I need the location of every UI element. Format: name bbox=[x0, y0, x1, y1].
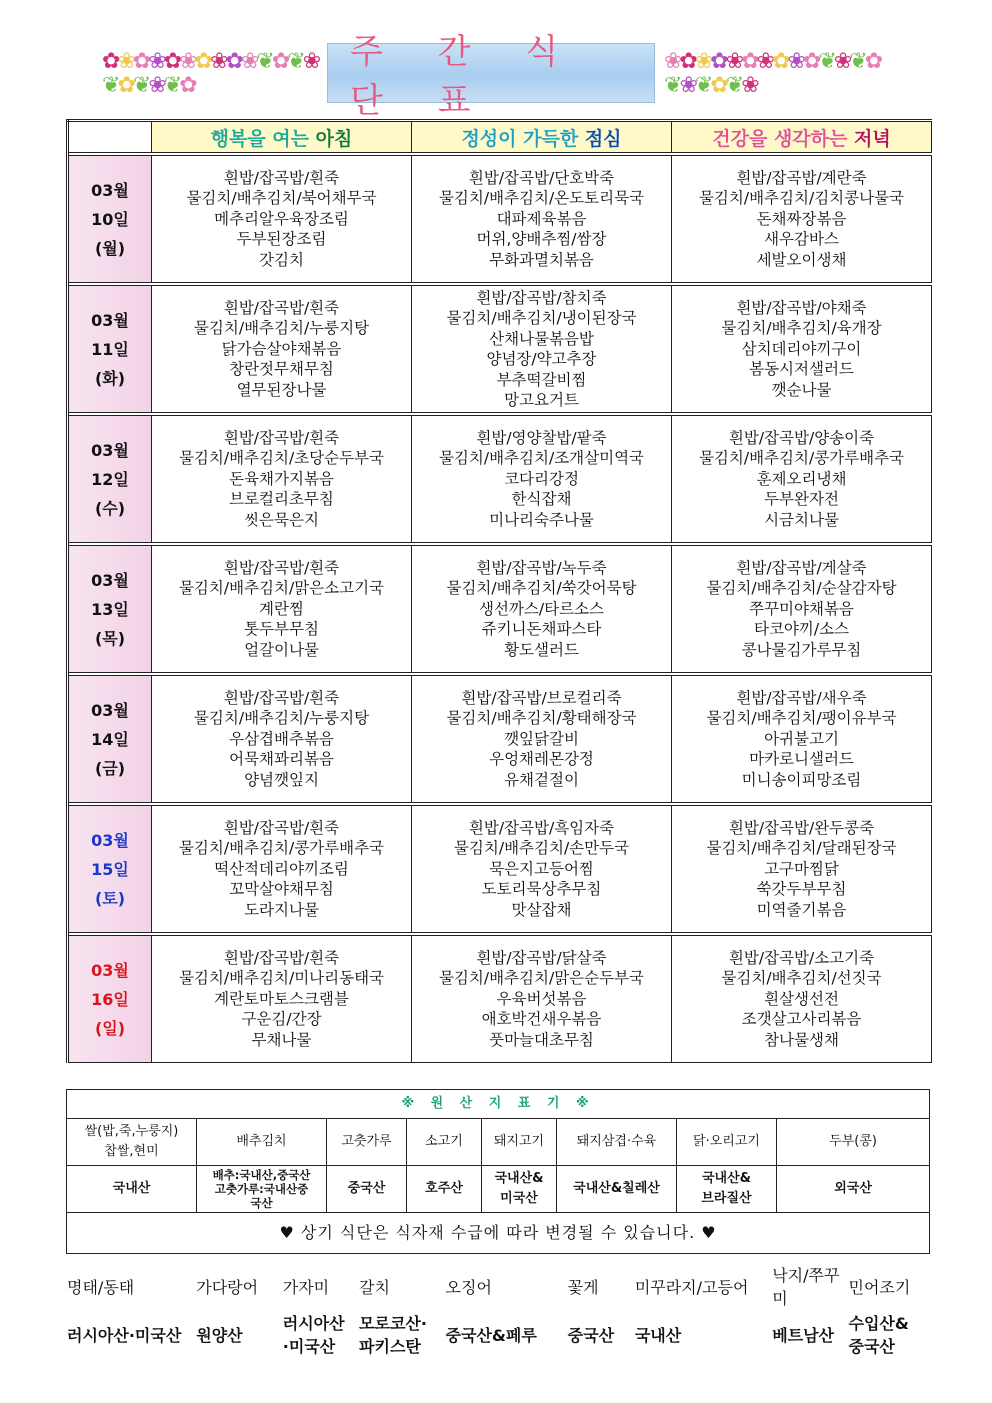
menu-item: 계란토마토스크램블 bbox=[214, 989, 349, 1008]
menu-item: 조갯살고사리볶음 bbox=[741, 1010, 862, 1029]
lunch-cell bbox=[412, 156, 672, 283]
origin-value: 원양산 bbox=[196, 1325, 243, 1345]
breakfast-cell bbox=[152, 676, 412, 803]
menu-item: 황도샐러드 bbox=[504, 640, 579, 659]
menu-item: 우엉채레몬강정 bbox=[489, 750, 594, 769]
origin-value: 러시아산 ·미국산 bbox=[282, 1314, 345, 1356]
menu-item: 물김치/배추김치/초당순두부국 bbox=[178, 449, 385, 468]
menu-item: 흰밥/잡곡밥/계란죽 bbox=[736, 168, 867, 187]
menu-item: 메추리알우육장조림 bbox=[214, 209, 349, 228]
dinner-cell bbox=[672, 416, 932, 543]
menu-item: 콩나물김가루무침 bbox=[741, 640, 862, 659]
menu-item: 코다리강정 bbox=[504, 469, 579, 488]
date-weekday: (월) bbox=[94, 238, 126, 258]
date-weekday: (금) bbox=[94, 758, 126, 778]
menu-item: 애호박건새우볶음 bbox=[481, 1010, 602, 1029]
menu-item: 물김치/배추김치/선짓국 bbox=[721, 969, 882, 988]
menu-item: 물김치/배추김치/온도토리묵국 bbox=[438, 189, 645, 208]
menu-item: 창란젓무채무침 bbox=[229, 360, 334, 379]
menu-item: 꼬막살야채무침 bbox=[229, 880, 334, 899]
dinner-cell bbox=[672, 936, 932, 1063]
menu-item: 쥬키니돈채파스타 bbox=[481, 620, 602, 639]
menu-item: 흰밥/잡곡밥/소고기죽 bbox=[728, 948, 875, 967]
origin-item: 돼지삼겹·수육 bbox=[557, 1119, 677, 1166]
menu-item: 타코야끼/소스 bbox=[753, 620, 850, 639]
origin-value: 국내산& 브라질산 bbox=[677, 1166, 777, 1213]
menu-item: 브로컬리초무침 bbox=[229, 490, 334, 509]
dinner-cell bbox=[672, 546, 932, 673]
menu-item: 물김치/배추김치/콩가루배추국 bbox=[698, 449, 905, 468]
origin-item: 꽃게 bbox=[567, 1277, 599, 1297]
menu-item: 구운김/간장 bbox=[241, 1010, 322, 1029]
menu-item: 도라지나물 bbox=[244, 900, 319, 919]
menu-day-row bbox=[68, 936, 932, 1063]
lunch-cell bbox=[412, 806, 672, 933]
menu-item: 흰밥/잡곡밥/새우죽 bbox=[736, 688, 867, 707]
menu-item: 우육버섯볶음 bbox=[496, 989, 587, 1008]
menu-item: 물김치/배추김치/냉이된장국 bbox=[446, 309, 637, 327]
menu-item: 어묵채꽈리볶음 bbox=[229, 750, 334, 769]
origin-item: 민어조기 bbox=[848, 1277, 911, 1297]
date-month: 03월 bbox=[91, 440, 129, 460]
menu-item: 아귀불고기 bbox=[764, 729, 839, 748]
dinner-cell bbox=[672, 156, 932, 283]
lunch-cell bbox=[412, 416, 672, 543]
menu-item: 고구마찜닭 bbox=[764, 859, 839, 878]
origin-item: 가다랑어 bbox=[196, 1277, 259, 1297]
origin-value: 러시아산·미국산 bbox=[67, 1325, 182, 1345]
origin-value: 국내산 bbox=[67, 1166, 197, 1213]
menu-item: 물김치/배추김치/달래된장국 bbox=[706, 839, 897, 858]
origin-value: 수입산& 중국산 bbox=[848, 1314, 909, 1356]
origin-item: 낙지/쭈꾸미 bbox=[772, 1266, 840, 1308]
origin-value: 국내산&칠레산 bbox=[557, 1166, 677, 1213]
menu-item: 물김치/배추김치/순살감자탕 bbox=[706, 579, 897, 598]
menu-item: 미나리숙주나물 bbox=[489, 510, 594, 529]
breakfast-cell bbox=[152, 416, 412, 543]
menu-item: 산채나물볶음밥 bbox=[489, 329, 594, 348]
menu-item: 미니송이피망조림 bbox=[741, 770, 862, 789]
date-weekday: (화) bbox=[94, 368, 126, 388]
menu-item: 세발오이생채 bbox=[756, 250, 847, 269]
menu-day-row bbox=[68, 156, 932, 283]
menu-item: 쭈꾸미야채볶음 bbox=[749, 599, 854, 618]
menu-item: 대파제육볶음 bbox=[496, 209, 587, 228]
origin-value-row bbox=[67, 1166, 930, 1213]
menu-item: 무화과멸치볶음 bbox=[489, 250, 594, 269]
menu-item: 물김치/배추김치/콩가루배추국 bbox=[178, 839, 385, 858]
origin-item: 가자미 bbox=[282, 1277, 330, 1297]
menu-item: 두부된장조림 bbox=[236, 230, 327, 249]
breakfast-cell bbox=[152, 286, 412, 413]
dinner-cell bbox=[672, 286, 932, 413]
origin-table-seafood bbox=[66, 1262, 929, 1358]
origin-value: 배추:국내산,중국산 고춧가루:국내산중 국산 bbox=[197, 1166, 327, 1213]
menu-item: 훈제오리냉채 bbox=[756, 469, 847, 488]
menu-item: 물김치/배추김치/누룽지탕 bbox=[193, 709, 370, 728]
menu-day-row bbox=[68, 546, 932, 673]
menu-day-row bbox=[68, 676, 932, 803]
dinner-cell bbox=[672, 806, 932, 933]
origin-item: 오징어 bbox=[445, 1277, 492, 1297]
menu-item: 물김치/배추김치/누룽지탕 bbox=[193, 319, 370, 338]
origin-value: 국내산 bbox=[634, 1325, 682, 1345]
date-month: 03월 bbox=[91, 310, 129, 330]
menu-item: 쑥갓두부무침 bbox=[756, 880, 847, 899]
menu-item: 물김치/배추김치/미나리동태국 bbox=[178, 969, 385, 988]
date-cell bbox=[68, 416, 152, 543]
menu-item: 깻순나물 bbox=[771, 380, 832, 399]
menu-item: 흰밥/잡곡밥/흰죽 bbox=[223, 948, 340, 967]
menu-item: 봄동시저샐러드 bbox=[749, 360, 854, 379]
menu-item: 흰밥/잡곡밥/완두콩죽 bbox=[728, 818, 875, 837]
menu-day-row bbox=[68, 286, 932, 413]
menu-item: 흰밥/잡곡밥/브로컬리죽 bbox=[461, 688, 622, 707]
origin-item: 명태/동태 bbox=[67, 1277, 135, 1297]
menu-item: 미역줄기볶음 bbox=[756, 900, 847, 919]
title-area bbox=[0, 0, 992, 121]
menu-item: 물김치/배추김치/손만두국 bbox=[453, 839, 630, 858]
date-day: 14일 bbox=[91, 729, 129, 749]
menu-item: 물김치/배추김치/조개살미역국 bbox=[438, 449, 645, 468]
date-month: 03월 bbox=[91, 180, 129, 200]
menu-item: 흰밥/잡곡밥/단호박죽 bbox=[468, 168, 615, 187]
menu-item: 새우감바스 bbox=[764, 230, 839, 249]
origin-item: 쌀(밥,죽,누룽지) 찹쌀,현미 bbox=[67, 1119, 197, 1166]
menu-item: 흰밥/영양찰밥/팥죽 bbox=[476, 428, 607, 447]
menu-item: 돈채짜장볶음 bbox=[756, 209, 847, 228]
origin-title: ※ 원 산 지 표 기 ※ bbox=[67, 1090, 930, 1119]
menu-item: 흰밥/잡곡밥/흰죽 bbox=[223, 298, 340, 317]
breakfast-cell bbox=[152, 936, 412, 1063]
menu-item: 양념장/약고추장 bbox=[486, 350, 597, 368]
origin-value: 외국산 bbox=[777, 1166, 930, 1213]
page-title-box bbox=[327, 32, 655, 121]
menu-item: 묵은지고등어찜 bbox=[489, 859, 594, 878]
menu-item: 물김치/배추김치/맑은순두부국 bbox=[438, 969, 645, 988]
menu-item: 떡산적데리야끼조림 bbox=[214, 859, 349, 878]
origin-value: 중국산 bbox=[567, 1325, 615, 1345]
menu-item: 흰밥/잡곡밥/흰죽 bbox=[223, 688, 340, 707]
menu-item: 흰밥/잡곡밥/양송이죽 bbox=[728, 428, 875, 447]
menu-item: 맛살잡채 bbox=[511, 900, 572, 919]
menu-item: 우삼겹배추볶음 bbox=[229, 729, 334, 748]
menu-item: 흰살생선전 bbox=[764, 989, 839, 1008]
menu-item: 흰밥/잡곡밥/참치죽 bbox=[476, 288, 607, 307]
origin-value: 중국산&페루 bbox=[445, 1325, 537, 1345]
lunch-cell bbox=[412, 676, 672, 803]
origin-value: 베트남산 bbox=[772, 1325, 835, 1345]
flower-decoration-right: ❀ ✿ ❀ ✿ ❀ ✿ ❀ ✿ ❀ ✿ ❦ ❀ ❦ ✿ ❦ ❀ ❦ ✿ ❦ ❀ bbox=[664, 50, 881, 98]
origin-value: 모로코산· 파키스탄 bbox=[359, 1314, 427, 1356]
menu-item: 깻잎닭갈비 bbox=[504, 729, 579, 748]
flower-decoration-left: ✿ ❀ ✿ ❀ ✿ ❀ ✿ ❀ ✿ ❀ ❦ ✿ ❦ ❀ ❦ ✿ ❦ ❀ ❦ ✿ bbox=[102, 50, 319, 98]
dinner-header: 건강을 생각하는 저녁 bbox=[672, 121, 932, 153]
date-month: 03월 bbox=[91, 570, 129, 590]
menu-item: 열무된장나물 bbox=[236, 380, 327, 399]
menu-item: 삼치데리야끼구이 bbox=[741, 339, 862, 358]
origin-item: 미꾸라지/고등어 bbox=[634, 1277, 749, 1297]
breakfast-cell bbox=[152, 156, 412, 283]
menu-day-row bbox=[68, 806, 932, 933]
date-day: 12일 bbox=[91, 469, 129, 489]
date-month: 03월 bbox=[91, 960, 129, 980]
date-day: 13일 bbox=[91, 599, 129, 619]
menu-item: 한식잡채 bbox=[511, 490, 572, 509]
origin-item: 배추김치 bbox=[197, 1119, 327, 1166]
origin-item-row bbox=[67, 1119, 930, 1166]
origin-value: 호주산 bbox=[407, 1166, 482, 1213]
origin-item: 두부(콩) bbox=[777, 1119, 930, 1166]
menu-item: 흰밥/잡곡밥/흰죽 bbox=[223, 168, 340, 187]
menu-item: 마카로니샐러드 bbox=[749, 750, 854, 769]
menu-item: 흰밥/잡곡밥/흰죽 bbox=[223, 558, 340, 577]
origin-item: 닭·오리고기 bbox=[677, 1119, 777, 1166]
date-month: 03월 bbox=[91, 830, 129, 850]
date-weekday: (토) bbox=[94, 888, 126, 908]
menu-item: 계란찜 bbox=[259, 599, 304, 618]
page-title: 주 간 식 단 표 bbox=[350, 32, 581, 121]
date-cell bbox=[68, 936, 152, 1063]
origin-item-row bbox=[66, 1262, 929, 1310]
lunch-header: 정성이 가득한 점심 bbox=[412, 121, 672, 153]
menu-item: 흰밥/잡곡밥/야채죽 bbox=[736, 298, 867, 317]
date-cell bbox=[68, 806, 152, 933]
menu-item: 물김치/배추김치/육개장 bbox=[721, 319, 882, 338]
date-weekday: (수) bbox=[94, 498, 126, 518]
breakfast-cell bbox=[152, 546, 412, 673]
menu-item: 흰밥/잡곡밥/흰죽 bbox=[223, 818, 340, 837]
menu-item: 톳두부무침 bbox=[244, 620, 319, 639]
menu-item: 시금치나물 bbox=[764, 510, 839, 529]
menu-item: 물김치/배추김치/김치콩나물국 bbox=[698, 189, 905, 208]
menu-item: 망고요거트 bbox=[504, 391, 579, 409]
menu-item: 풋마늘대초무침 bbox=[489, 1030, 594, 1049]
menu-header-row bbox=[68, 121, 932, 153]
menu-item: 물김치/배추김치/맑은소고기국 bbox=[178, 579, 385, 598]
date-weekday: (일) bbox=[94, 1018, 126, 1038]
corner-cell bbox=[68, 121, 152, 153]
date-day: 10일 bbox=[91, 209, 129, 229]
origin-item: 갈치 bbox=[359, 1277, 390, 1297]
menu-item: 두부완자전 bbox=[764, 490, 839, 509]
menu-change-notice: ♥ 상기 식단은 식자재 수급에 따라 변경될 수 있습니다. ♥ bbox=[67, 1213, 930, 1254]
date-day: 16일 bbox=[91, 989, 129, 1009]
menu-item: 물김치/배추김치/쑥갓어묵탕 bbox=[446, 579, 637, 598]
origin-item: 소고기 bbox=[407, 1119, 482, 1166]
menu-item: 도토리묵상추무침 bbox=[481, 880, 602, 899]
date-month: 03월 bbox=[91, 700, 129, 720]
date-weekday: (목) bbox=[94, 628, 126, 648]
origin-item: 돼지고기 bbox=[482, 1119, 557, 1166]
origin-value-row bbox=[66, 1310, 929, 1358]
menu-item: 물김치/배추김치/북어채무국 bbox=[186, 189, 377, 208]
menu-item: 유채겉절이 bbox=[504, 770, 579, 789]
menu-item: 돈육채가지볶음 bbox=[229, 469, 334, 488]
menu-item: 물김치/배추김치/팽이유부국 bbox=[706, 709, 897, 728]
date-day: 11일 bbox=[91, 339, 129, 359]
date-cell bbox=[68, 286, 152, 413]
origin-item: 고춧가루 bbox=[327, 1119, 407, 1166]
breakfast-cell bbox=[152, 806, 412, 933]
menu-item: 흰밥/잡곡밥/흑임자죽 bbox=[468, 818, 615, 837]
menu-item: 흰밥/잡곡밥/흰죽 bbox=[223, 428, 340, 447]
lunch-cell bbox=[412, 286, 672, 413]
menu-item: 얼갈이나물 bbox=[244, 640, 319, 659]
weekly-menu-table bbox=[66, 119, 932, 1063]
menu-item: 물김치/배추김치/황태해장국 bbox=[446, 709, 637, 728]
menu-item: 흰밥/잡곡밥/녹두죽 bbox=[476, 558, 607, 577]
date-cell bbox=[68, 676, 152, 803]
menu-day-row bbox=[68, 416, 932, 543]
menu-item: 생선까스/타르소스 bbox=[478, 599, 604, 618]
menu-item: 흰밥/잡곡밥/게살죽 bbox=[736, 558, 867, 577]
origin-table bbox=[66, 1089, 930, 1254]
menu-item: 무채나물 bbox=[251, 1030, 312, 1049]
date-day: 15일 bbox=[91, 859, 129, 879]
origin-value: 국내산& 미국산 bbox=[482, 1166, 557, 1213]
menu-item: 닭가슴살야채볶음 bbox=[221, 339, 342, 358]
lunch-cell bbox=[412, 546, 672, 673]
breakfast-header: 행복을 여는 아침 bbox=[152, 121, 412, 153]
date-cell bbox=[68, 546, 152, 673]
menu-item: 씻은묵은지 bbox=[244, 510, 319, 529]
lunch-cell bbox=[412, 936, 672, 1063]
date-cell bbox=[68, 156, 152, 283]
origin-value: 중국산 bbox=[327, 1166, 407, 1213]
menu-item: 양념깻잎지 bbox=[244, 770, 319, 789]
menu-item: 머위,양배추찜/쌈장 bbox=[476, 230, 607, 249]
menu-item: 갓김치 bbox=[259, 250, 304, 269]
menu-item: 부추떡갈비찜 bbox=[496, 370, 587, 389]
menu-item: 흰밥/잡곡밥/닭살죽 bbox=[476, 948, 607, 967]
dinner-cell bbox=[672, 676, 932, 803]
menu-item: 참나물생채 bbox=[764, 1030, 839, 1049]
